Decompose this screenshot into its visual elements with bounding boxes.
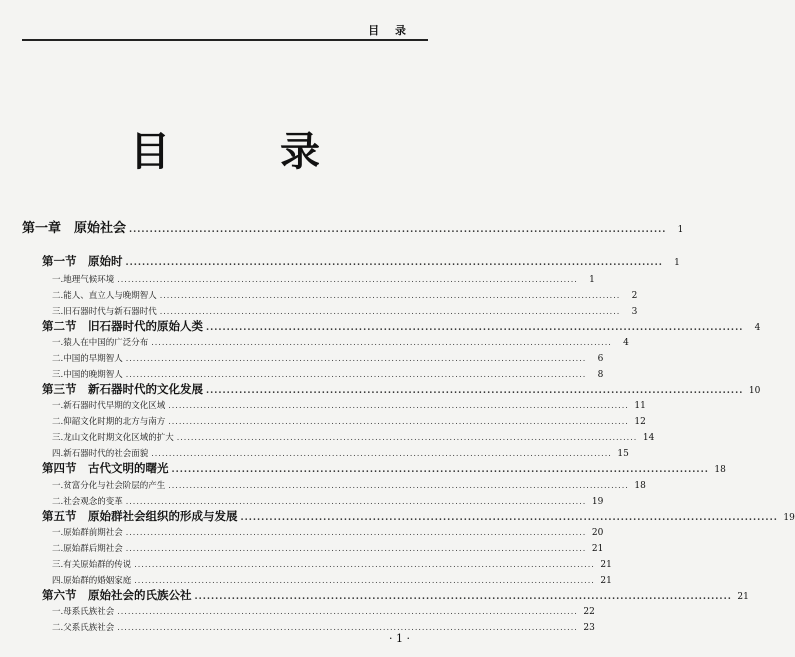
toc-page-number: 22 (583, 607, 595, 617)
toc-item[interactable] (52, 431, 655, 443)
toc-leader: .................................................................................................................................. (159, 291, 621, 300)
toc-section-label: 第四节 古代文明的曙光 (42, 461, 169, 475)
toc-page-number: 19 (591, 497, 604, 507)
toc-page-number: 11 (634, 401, 646, 411)
toc-item-label: 一.新石器时代早期的文化区域 (52, 401, 166, 411)
toc-leader: .................................................................................................................................. (206, 386, 744, 396)
toc-item[interactable] (52, 273, 595, 285)
toc-item-label: 四.新石器时代的社会面貌 (52, 449, 149, 459)
toc-item[interactable] (52, 574, 612, 586)
toc-page-number: 20 (591, 528, 604, 538)
toc-leader: .................................................................................................................................. (168, 481, 629, 490)
toc-item-label: 一.猿人在中国的广泛分布 (52, 338, 149, 348)
toc-page-number: 21 (600, 560, 612, 570)
toc-leader: .................................................................................................................................. (134, 560, 595, 569)
running-head: 目 录 (368, 24, 412, 37)
toc-item[interactable] (52, 526, 604, 538)
toc-item[interactable] (52, 368, 604, 380)
toc-item-label: 一.地理气候环境 (52, 275, 115, 285)
toc-item-label: 二.中国的早期智人 (52, 354, 123, 364)
toc-section[interactable] (42, 587, 749, 603)
toc-leader: .................................................................................................................................. (151, 449, 612, 458)
toc-item-label: 三.有关原始群的传说 (52, 560, 132, 570)
toc-page-number: 2 (631, 291, 638, 301)
toc-leader: .................................................................................................................................. (125, 354, 587, 363)
toc-page-number: 15 (617, 449, 629, 459)
toc-page-number: 19 (783, 513, 795, 523)
toc-item-label: 三.龙山文化时期文化区域的扩大 (52, 433, 174, 443)
toc-leader: .................................................................................................................................. (125, 258, 663, 268)
toc-item[interactable] (52, 305, 638, 317)
toc-section-label: 第二节 旧石器时代的原始人类 (42, 319, 203, 333)
toc-leader: .................................................................................................................................. (159, 307, 621, 316)
toc-page-number: 4 (623, 338, 629, 348)
toc-item[interactable] (52, 479, 646, 491)
toc-leader: .................................................................................................................................. (168, 401, 629, 410)
toc-page-number: 14 (642, 433, 655, 443)
toc-item-label: 三.旧石器时代与新石器时代 (52, 307, 157, 317)
toc-section-label: 第六节 原始社会的氏族公社 (42, 588, 192, 602)
toc-page-number: 23 (583, 623, 595, 633)
toc-section[interactable] (42, 460, 726, 476)
toc-page-number: 21 (737, 592, 749, 602)
toc-leader: .................................................................................................................................. (117, 275, 578, 284)
toc-leader: .................................................................................................................................. (168, 417, 629, 426)
toc-leader: .................................................................................................................................. (117, 623, 578, 632)
toc-item[interactable] (52, 447, 629, 459)
toc-section[interactable] (42, 318, 761, 334)
toc-item[interactable] (52, 415, 646, 427)
toc-chapter[interactable] (22, 217, 684, 236)
toc-leader: .................................................................................................................................. (134, 576, 595, 585)
toc-item[interactable] (52, 399, 646, 411)
toc-page-number: 21 (600, 576, 612, 586)
toc-item[interactable] (52, 605, 595, 617)
toc-leader: .................................................................................................................................. (125, 497, 587, 506)
toc-item-label: 四.原始群的婚姻家庭 (52, 576, 132, 586)
toc-item-label: 一.贫富分化与社会阶层的产生 (52, 481, 166, 491)
toc-page-number: 18 (634, 481, 646, 491)
toc-page-number: 12 (634, 417, 646, 427)
toc-item[interactable] (52, 289, 638, 301)
toc-item-label: 二.能人、直立人与晚期智人 (52, 291, 157, 301)
toc-page-number: 4 (754, 323, 761, 333)
toc-chapter-label: 第一章 原始社会 (22, 221, 127, 236)
page-title: 目 录 (130, 129, 368, 175)
header-rule (22, 39, 428, 41)
toc-item-label: 三.中国的晚期智人 (52, 370, 123, 380)
toc-item[interactable] (52, 542, 604, 554)
toc-item-label: 二.父系氏族社会 (52, 623, 115, 633)
toc-item-label: 一.母系氏族社会 (52, 607, 115, 617)
toc-section[interactable] (42, 381, 761, 397)
toc-item[interactable] (52, 558, 612, 570)
toc-page-number: 6 (597, 354, 604, 364)
toc-page-number: 8 (597, 370, 604, 380)
toc-item-label: 二.原始群后期社会 (52, 544, 123, 554)
toc-item-label: 二.仰韶文化时期的北方与南方 (52, 417, 166, 427)
toc-leader: .................................................................................................................................. (125, 528, 587, 537)
toc-section-label: 第五节 原始群社会组织的形成与发展 (42, 509, 238, 523)
toc-leader: .................................................................................................................................. (129, 225, 667, 235)
toc-page-number: 1 (677, 225, 684, 235)
toc-leader: .................................................................................................................................. (125, 370, 587, 379)
toc-leader: .................................................................................................................................. (151, 338, 612, 347)
toc-page-number: 21 (591, 544, 604, 554)
toc-item-label: 二.社会观念的变革 (52, 497, 123, 507)
toc-section[interactable] (42, 253, 680, 269)
toc-item[interactable] (52, 352, 604, 364)
toc-item-label: 一.原始群前期社会 (52, 528, 123, 538)
toc-leader: .................................................................................................................................. (125, 544, 587, 553)
toc-leader: .................................................................................................................................. (117, 607, 578, 616)
toc-item[interactable] (52, 336, 629, 348)
toc-page-number: 1 (674, 258, 680, 268)
toc-leader: .................................................................................................................................. (171, 465, 709, 475)
toc-leader: .................................................................................................................................. (176, 433, 638, 442)
toc-page-number: 10 (748, 386, 761, 396)
toc-item[interactable] (52, 621, 595, 633)
page-number: · 1 · (389, 632, 410, 645)
toc-page-number: 3 (631, 307, 638, 317)
toc-leader: .................................................................................................................................. (206, 323, 744, 333)
toc-section-label: 第三节 新石器时代的文化发展 (42, 382, 203, 396)
toc-leader: .................................................................................................................................. (194, 592, 732, 602)
toc-leader: .................................................................................................................................. (240, 513, 778, 523)
toc-page-number: 1 (589, 275, 595, 285)
toc-section[interactable] (42, 508, 795, 524)
toc-section-label: 第一节 原始时 (42, 254, 123, 268)
toc-page-number: 18 (714, 465, 726, 475)
toc-item[interactable] (52, 495, 604, 507)
